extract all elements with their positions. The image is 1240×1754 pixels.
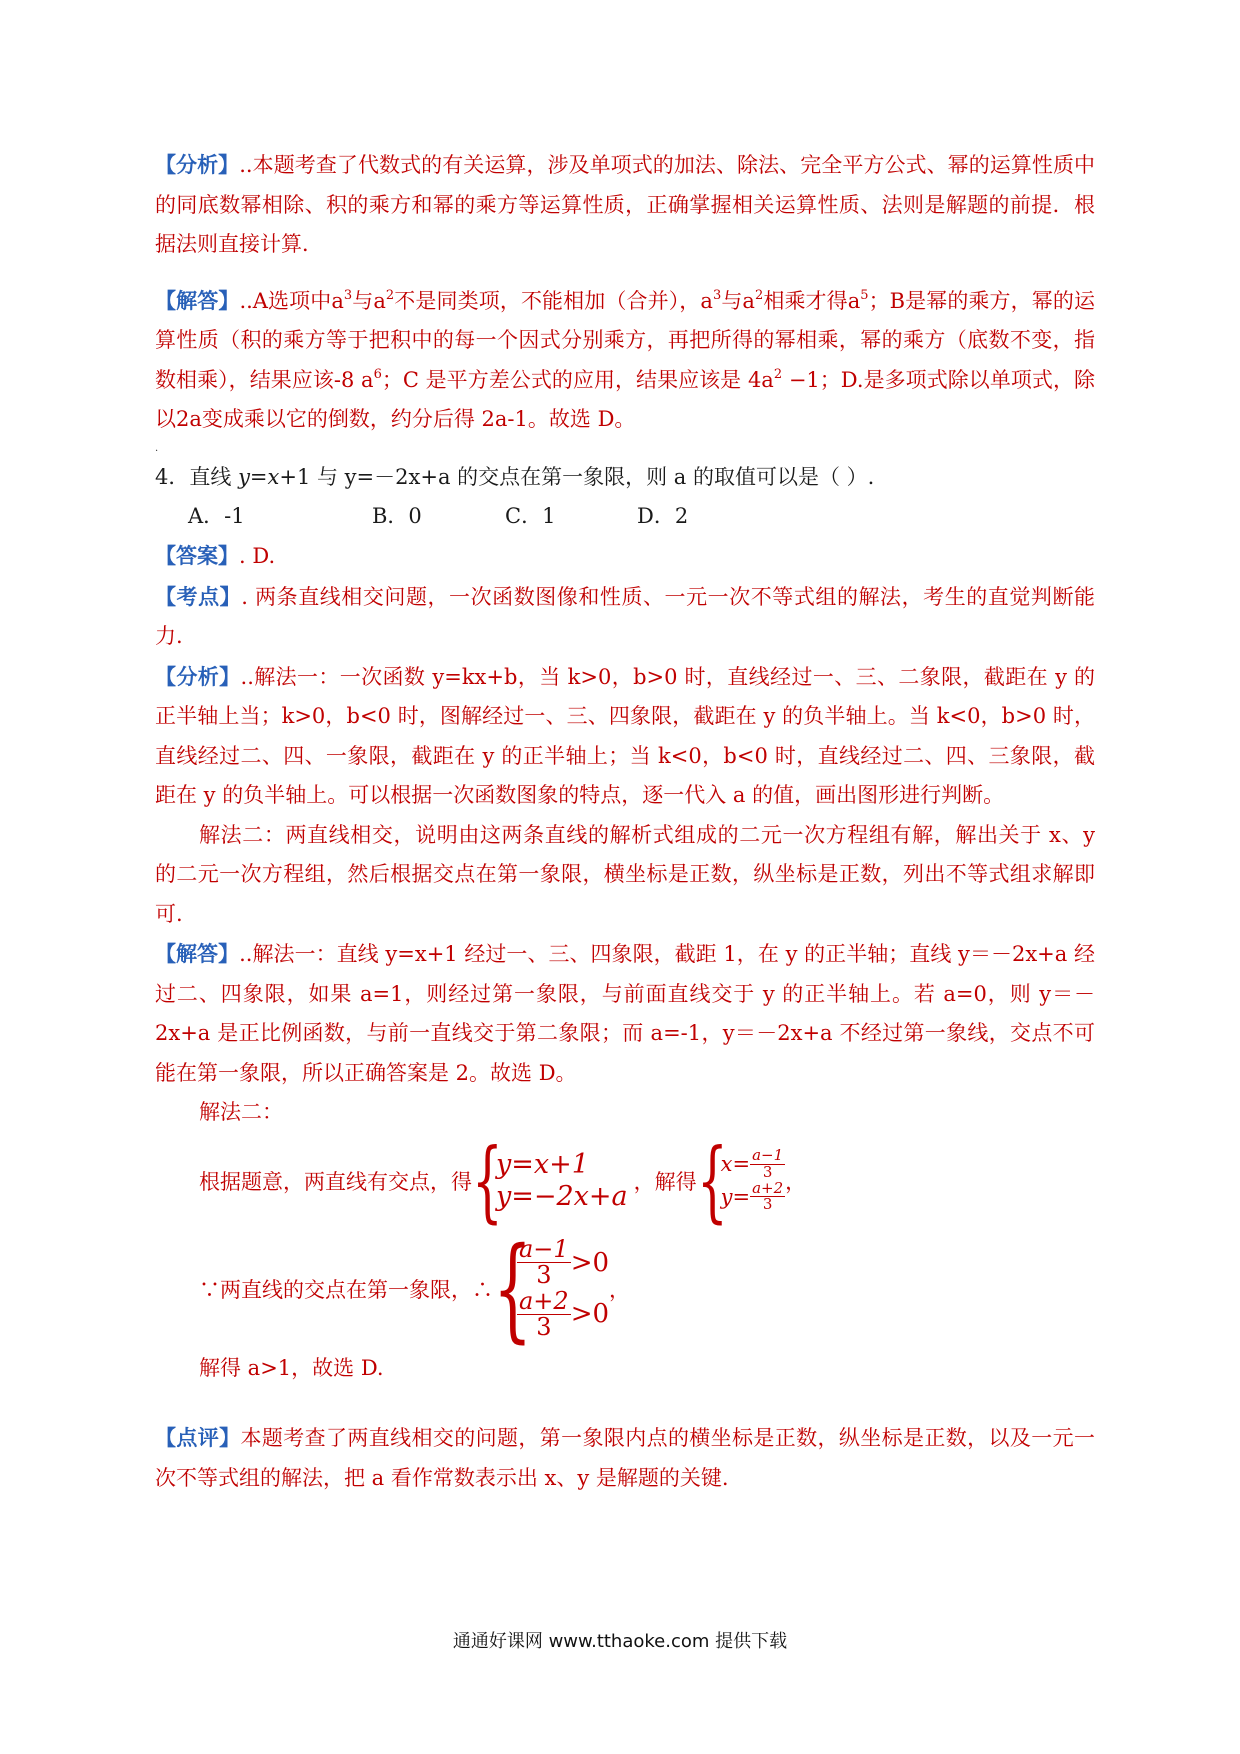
answer-text: 与a — [352, 288, 386, 313]
key-text: . D. — [239, 544, 276, 568]
answer-text: 不是同类项，不能相加（合并），a — [394, 288, 713, 313]
ineq1-relation: >0 — [570, 1247, 610, 1278]
inequality-system-line — [155, 1223, 1095, 1354]
y-solution — [720, 1178, 786, 1214]
answer-text: ；B是幂的乘方，幂的运算性质（积的乘方等于把积中的每一个因式分别乘方，再把所得的幂相乘，幂的乘方（底数不变，指数相乘），结果应该-8 a — [155, 288, 1095, 392]
analysis-text: ..解法一：一次函数 y=kx+b，当 k>0，b>0 时，直线经过一、三、二象限，截距在 y 的正半轴上当；k>0，b<0 时，图解经过一、三、四象限，截距在 y 的负半轴上。当 k<0，b>0 时，直线经过二、四、一象限，截距在 y 的正半轴上；当 k<0，b<0 时，直线经过二、四、三象限，截距在 y 的负半轴上。可以根据一次函数图象的特点，逐一代入 a 的值，画出图形进行判断。 — [155, 664, 1095, 807]
left-brace: { — [493, 1223, 533, 1354]
left-brace: { — [472, 1128, 503, 1232]
solution-system — [721, 1148, 786, 1213]
x-solution — [721, 1148, 786, 1181]
question-text: +1 与 y=－2x+a 的交点在第一象限，则 a 的取值可以是（ ）. — [279, 464, 875, 489]
question-options — [155, 497, 1095, 536]
y-numerator: a+2 — [752, 1178, 784, 1197]
q4-comment — [155, 1418, 1095, 1498]
stray-dot-text: . — [155, 442, 159, 454]
comment-text: 本题考查了两直线相交的问题，第一象限内点的横坐标是正数，纵坐标是正数，以及一元一次不等式组的解法，把 a 看作常数表示出 x、y 是解题的关键. — [155, 1426, 1096, 1490]
answer-text: 相乘才得a — [763, 288, 861, 313]
exponent: 3 — [343, 287, 353, 303]
option-b: B．0 — [372, 504, 422, 528]
y-denominator: 3 — [762, 1195, 773, 1214]
x-denominator: 3 — [762, 1162, 773, 1181]
exponent: 3 — [712, 287, 722, 303]
ineq2-denominator: 3 — [536, 1312, 552, 1341]
point-text: . 两条直线相交问题，一次函数图像和性质、一元一次不等式组的解法，考生的直觉判断能力. — [155, 584, 1095, 648]
option-c: C．1 — [505, 504, 556, 528]
exponent: 2 — [385, 287, 395, 303]
answer-tag: 【解答】 — [155, 287, 240, 313]
analysis-tag: 【分析】 — [155, 152, 240, 177]
question-text: 直线 — [189, 464, 239, 489]
analysis-tag: 【分析】 — [155, 663, 241, 689]
equation-2: y=−2x+a — [496, 1180, 628, 1212]
analysis-text: ..本题考查了代数式的有关运算，涉及单项式的加法、除法、完全平方公式、幂的运算性质中的同底数幂相除、积的乘方和幂的乘方等运算性质，正确掌握相关运算性质、法则是解题的前提．根据法则直接计算． — [155, 153, 1095, 256]
ineq1-denominator: 3 — [536, 1261, 552, 1290]
option-d: D．2 — [637, 504, 689, 528]
answer-text: ；C 是平方差公式的应用，结果应该是 4a — [381, 367, 774, 392]
solution-tag: 【解答】 — [155, 941, 240, 966]
option-a: A．-1 — [188, 504, 245, 528]
solution-text: ..解法一：直线 y=x+1 经过一、三、四象限，截距 1，在 y 的正半轴；直线 y＝－2x+a 经过二、四象限，如果 a=1，则经过第一象限，与前面直线交于 y 的正半轴上。若 a=0，则 y＝－2x+a 是正比例函数，与前一直线交于第二象限；而 a=-1，y＝－2x+a 不经过第一象线，交点不可能在第一象限，所以正确答案是 2。故选 D。 — [155, 942, 1095, 1085]
comma: ， — [609, 1277, 631, 1302]
ineq2-numerator: a+2 — [519, 1286, 569, 1315]
sec3-answer — [155, 281, 1095, 440]
answer-text: ..A选项中a — [239, 288, 344, 313]
equation-system — [496, 1149, 628, 1213]
exponent: 2 — [754, 287, 764, 303]
stray-dot — [155, 440, 1095, 458]
sec3-analysis — [155, 145, 1095, 265]
document-page — [155, 145, 1095, 1498]
key-tag: 【答案】 — [155, 543, 239, 568]
q4-key — [155, 536, 1095, 577]
ineq2-relation: >0 — [570, 1299, 610, 1330]
page-footer: 通通好课网 www.tthaoke.com 提供下载 — [452, 1631, 788, 1652]
comma: ， — [785, 1169, 807, 1194]
x-label: x= — [720, 1152, 751, 1177]
x-numerator: a−1 — [752, 1146, 784, 1164]
q4-point — [155, 577, 1095, 657]
ineq1-numerator: a−1 — [519, 1235, 569, 1264]
exponent: 5 — [860, 287, 869, 303]
equation-system-line — [155, 1128, 1095, 1232]
method-two-label: 解法二： — [199, 1100, 283, 1124]
question-equation: y=x — [238, 464, 280, 489]
left-brace: { — [696, 1128, 728, 1232]
q4-analysis — [155, 657, 1095, 816]
point-tag: 【考点】 — [155, 583, 242, 609]
question-4 — [155, 458, 1095, 498]
q4-solution — [155, 934, 1095, 1093]
comment-tag: 【点评】 — [155, 1425, 241, 1450]
exponent: 2 — [773, 366, 783, 382]
q4-analysis-2: 解法二：两直线相交，说明由这两条直线的解析式组成的二元一次方程组有解，解出关于 x、y 的二元一次方程组，然后根据交点在第一象限，横坐标是正数，纵坐标是正数，列出不等式组求解即可. — [155, 822, 1095, 926]
equation-1: y=x+1 — [496, 1148, 589, 1180]
solution-result: 解得 a>1，故选 D. — [199, 1355, 384, 1380]
y-label: y= — [720, 1184, 751, 1209]
exponent: 6 — [373, 366, 382, 382]
answer-text: −1；D.是多项式除以单项式，除以2a变成乘以它的倒数，约分后得 2a-1。故选 D。 — [155, 367, 1095, 431]
inequality-lead-text: ∵两直线的交点在第一象限，∴ — [199, 1277, 493, 1302]
question-number: 4． — [155, 464, 190, 489]
answer-text: 与a — [721, 288, 755, 313]
equation-lead-text: 根据题意，两直线有交点，得 — [199, 1169, 472, 1194]
solve-text: ，解得 — [633, 1169, 697, 1194]
